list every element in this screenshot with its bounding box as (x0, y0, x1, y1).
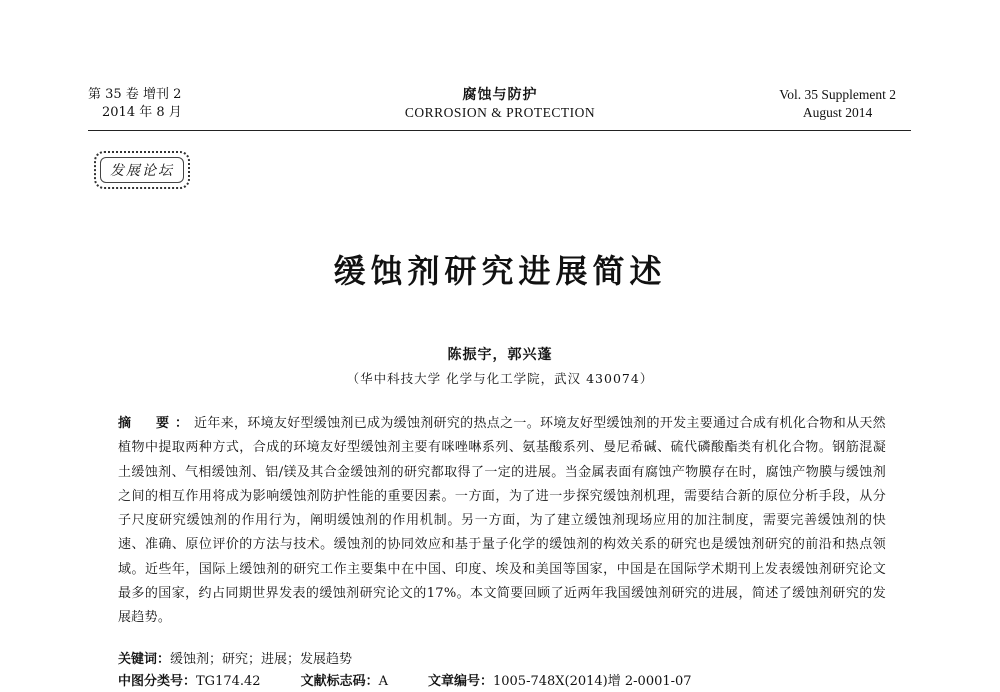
affiliation: （华中科技大学 化学与化工学院，武汉 430074） (346, 371, 654, 386)
issue-info-en (779, 86, 896, 122)
issue-info-cn (88, 86, 182, 122)
article-id-value: 1005-748X(2014)增 2-0001-07 (492, 674, 692, 689)
doc-code-label: 文献标志码： (300, 674, 379, 689)
header-rule (88, 130, 911, 131)
authors: 陈振宇，郭兴蓬 (447, 347, 553, 363)
abstract (118, 412, 886, 631)
journal-name-cn: 腐蚀与防护 (462, 87, 538, 103)
classification-line (118, 672, 886, 692)
date-cn: 2014 年 8 月 (102, 105, 182, 120)
clc-label: 中图分类号： (118, 674, 197, 689)
abstract-label: 摘 要： (118, 416, 195, 431)
volume-issue-cn: 第 35 卷 增刊 2 (88, 87, 182, 102)
journal-name (380, 86, 620, 122)
column-badge (94, 151, 190, 189)
column-badge-label: 发展论坛 (100, 157, 184, 183)
article-id-label: 文章编号： (427, 674, 493, 689)
journal-name-en: CORROSION & PROTECTION (404, 105, 596, 120)
running-header (0, 86, 1000, 126)
doc-code-value: A (378, 674, 388, 689)
abstract-text: 近年来，环境友好型缓蚀剂已成为缓蚀剂研究的热点之一。环境友好型缓蚀剂的开发主要通过合成有机化合物和从天然植物中提取两种方式，合成的环境友好型缓蚀剂主要有咪唑啉系列、氨基酸系列、曼尼希碱、硫代磷酸酯类有机化合物。钢筋混凝土缓蚀剂、气相缓蚀剂、铝/镁及其合金缓蚀剂的研究都取得了一定的进展。当金属表面有腐蚀产物膜存在时，腐蚀产物膜与缓蚀剂之间的相互作用将成为影响缓蚀剂防护性能的重要因素。一方面，为了进一步探究缓蚀剂机理，需要结合新的原位分析手段，从分子尺度研究缓蚀剂的作用行为，阐明缓蚀剂的作用机制。另一方面，为了建立缓蚀剂现场应用的加注制度，需要完善缓蚀剂的快速、准确、原位评价的方法与技术。缓蚀剂的协同效应和基于量子化学的缓蚀剂的构效关系的研究也是缓蚀剂研究的前沿和热点领域。近些年，国际上缓蚀剂的研究工作主要集中在中国、印度、埃及和美国等国家，中国是在国际学术期刊上发表缓蚀剂研究论文最多的国家，约占同期世界发表的缓蚀剂研究论文的17%。本文简要回顾了近两年我国缓蚀剂研究的进展，简述了缓蚀剂研究的发展趋势。 (118, 416, 886, 626)
clc-value: TG174.42 (196, 674, 261, 689)
date-en: August 2014 (802, 105, 873, 120)
keywords (118, 650, 886, 670)
volume-issue-en: Vol. 35 Supplement 2 (779, 87, 896, 102)
keywords-label: 关键词： (118, 652, 171, 667)
paper-title: 缓蚀剂研究进展简述 (333, 252, 667, 290)
keywords-text: 缓蚀剂；研究；进展；发展趋势 (170, 652, 353, 667)
